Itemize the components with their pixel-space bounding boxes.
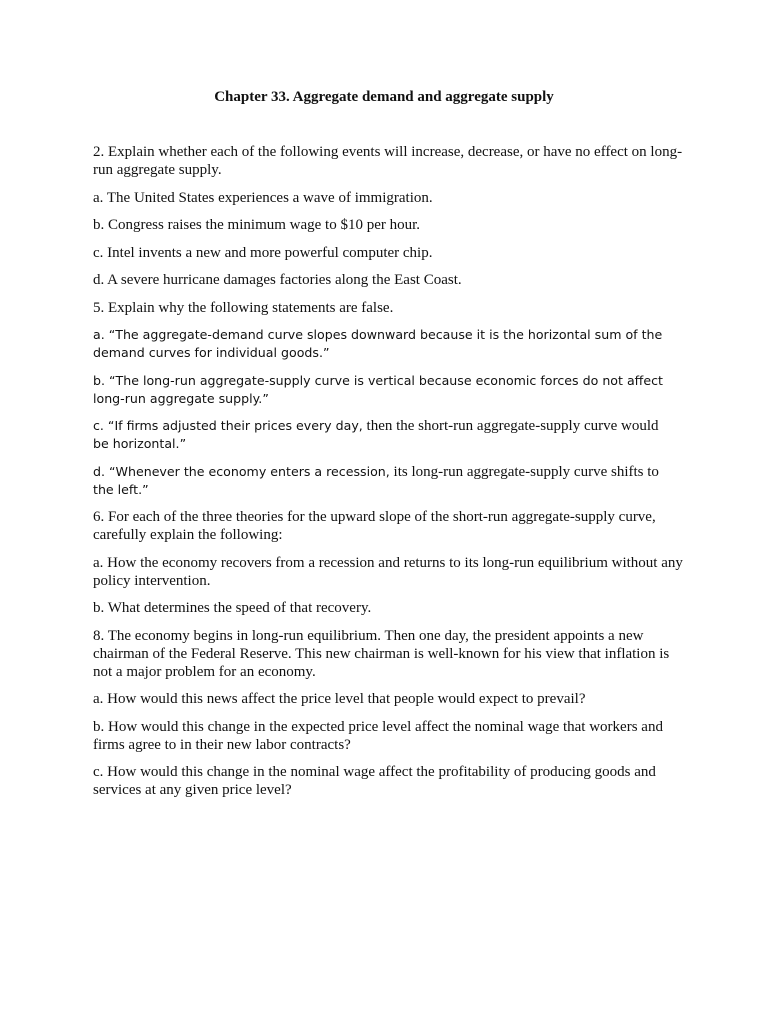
question-2c: c. Intel invents a new and more powerful computer chip. (93, 244, 433, 261)
question-6b: b. What determines the speed of that recovery. (93, 600, 372, 616)
document-body (93, 143, 685, 809)
question-5-prompt: 5. Explain why the following statements are false. (93, 299, 394, 316)
question-6-prompt: 6. For each of the three theories for the upward slope of the short-run aggregate-supply curve, carefully explain the following: (93, 509, 656, 543)
question-5d (93, 463, 685, 499)
question-5d-mid: its long-run aggregate-supply curve shifts to (389, 463, 659, 480)
question-5a-end: demand curves for individual goods.” (93, 345, 330, 360)
question-8a: a. How would this news affect the price level that people would expect to prevail? (93, 691, 586, 707)
question-5b (93, 372, 685, 408)
question-2d: d. A severe hurricane damages factories along the East Coast. (93, 272, 462, 288)
question-5a-start: a. “The aggregate-demand curve slopes downward because it is the horizontal sum of the (93, 327, 663, 342)
question-8-prompt: 8. The economy begins in long-run equilibrium. Then one day, the president appoints a new chairman of the Federal Reserve. This new chairman is well-known for his view that inflation is not a major problem for an economy. (93, 627, 670, 680)
question-5a (93, 326, 685, 362)
question-2b: b. Congress raises the minimum wage to $10 per hour. (93, 217, 421, 233)
question-5c (93, 417, 685, 453)
question-2a: a. The United States experiences a wave of immigration. (93, 189, 433, 206)
question-5c-mid: then the short-run aggregate-supply curve would (362, 418, 659, 434)
question-5d-end: the left.” (93, 481, 149, 497)
question-5c-start: c. “If firms adjusted their prices every day, (93, 418, 363, 433)
question-2-prompt: 2. Explain whether each of the following events will increase, decrease, or have no effect on long-run aggregate supply. (93, 144, 683, 178)
question-5b-end: long-run aggregate supply.” (93, 390, 269, 406)
page-title: Chapter 33. Aggregate demand and aggregate supply (214, 89, 554, 105)
question-6a: a. How the economy recovers from a recession and returns to its long-run equilibrium without any policy intervention. (93, 554, 683, 589)
question-5d-start: d. “Whenever the economy enters a recession, (93, 463, 390, 479)
question-8c: c. How would this change in the nominal wage affect the profitability of producing goods and services at any given price level? (93, 764, 656, 798)
question-5c-end: be horizontal.” (93, 436, 187, 451)
question-5b-start: b. “The long-run aggregate-supply curve is vertical because economic forces do not affect (93, 372, 663, 388)
question-8b: b. How would this change in the expected price level affect the nominal wage that workers and firms agree to in their new labor contracts? (93, 718, 663, 753)
